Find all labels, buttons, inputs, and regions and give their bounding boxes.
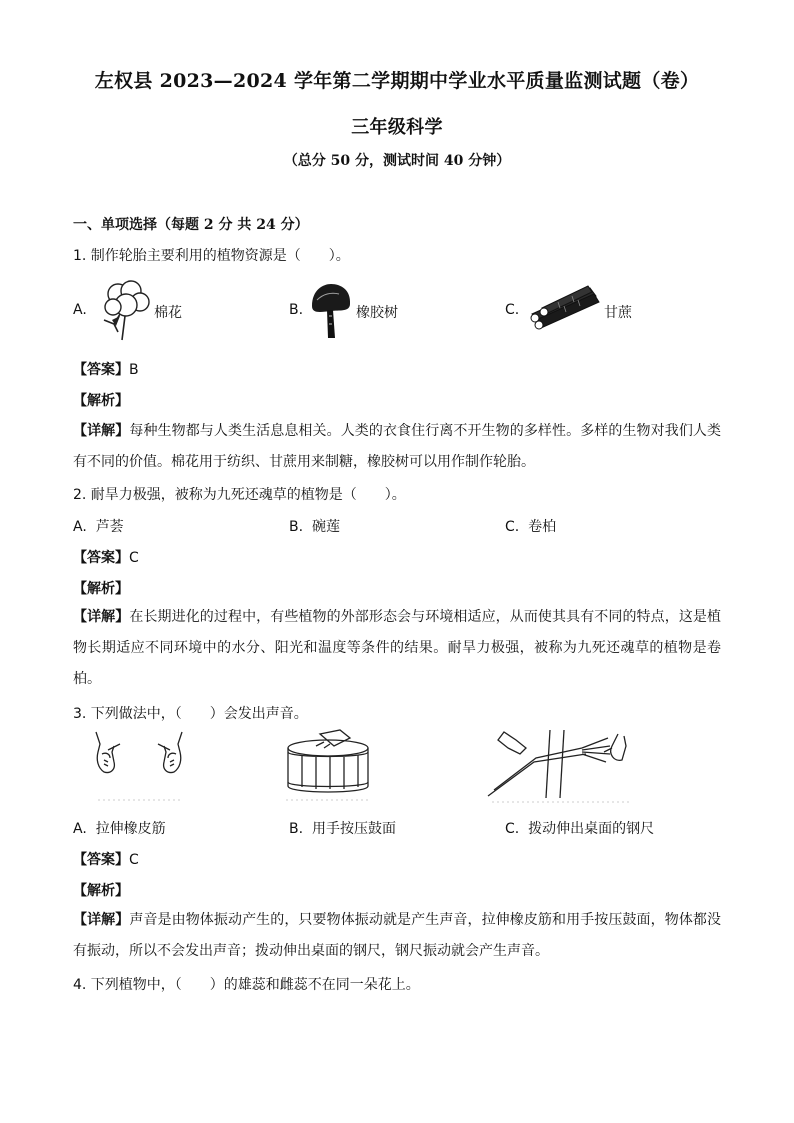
q1-option-b-letter: B.: [289, 302, 304, 318]
question-2-stem: 2. 耐旱力极强，被称为九死还魂草的植物是（ ）。: [73, 487, 406, 503]
q3-answer: [73, 849, 139, 869]
exam-info: （总分 50 分，测试时间 40 分钟）: [283, 153, 511, 169]
q1-option-a-letter: A.: [73, 302, 87, 318]
option-text: 拉伸橡皮筋: [95, 821, 166, 837]
q2-option-c: [505, 516, 556, 536]
exam-title: 左权县 2023—2024 学年第二学期期中学业水平质量监测试题（卷）: [94, 70, 700, 92]
drum-icon: [280, 728, 376, 804]
question-4-stem: 4. 下列植物中，（ ）的雄蕊和雌蕊不在同一朵花上。: [73, 977, 420, 993]
q3-detail: [73, 905, 721, 967]
detail-tag: 【详解】: [73, 423, 130, 439]
q1-option-c-text: 甘蔗: [604, 305, 632, 321]
cotton-icon: [100, 280, 152, 342]
option-text: 芦荟: [95, 519, 124, 535]
q1-option-b-text: 橡胶树: [356, 305, 398, 321]
q2-detail: [73, 602, 721, 695]
question-1-stem: 1. 制作轮胎主要利用的植物资源是（ ）。: [73, 248, 350, 264]
option-letter: B.: [289, 821, 304, 837]
answer-value: C: [129, 550, 139, 566]
option-text: 拨动伸出桌面的钢尺: [528, 821, 655, 837]
option-letter: A.: [73, 821, 87, 837]
q1-answer: [73, 359, 139, 379]
q1-option-a-text: 棉花: [154, 305, 182, 321]
steel-ruler-icon: [486, 728, 638, 806]
option-text: 碗莲: [311, 519, 340, 535]
option-letter: C.: [505, 519, 520, 535]
q2-option-b: [289, 516, 340, 536]
sugarcane-icon: [528, 284, 602, 330]
q2-option-a: [73, 516, 124, 536]
rubber-tree-icon: [309, 282, 353, 340]
detail-tag: 【详解】: [73, 609, 130, 625]
detail-tag: 【详解】: [73, 912, 130, 928]
detail-text: 在长期进化的过程中，有些植物的外部形态会与环境相适应，从而使其具有不同的特点，这是植物长期适应不同环境中的水分、阳光和温度等条件的结果。耐旱力极强，被称为九死还魂草的植物是卷柏。: [73, 609, 722, 687]
detail-text: 每种生物都与人类生活息息相关。人类的衣食住行离不开生物的多样性。多样的生物对我们人类有不同的价值。棉花用于纺织、甘蔗用来制糖，橡胶树可以用作制作轮胎。: [73, 423, 722, 470]
rubber-band-hands-icon: [90, 730, 188, 804]
answer-tag: 【答案】: [73, 852, 129, 868]
answer-tag: 【答案】: [73, 362, 129, 378]
q2-analysis-tag: 【解析】: [73, 581, 129, 597]
option-letter: A.: [73, 519, 87, 535]
q3-option-c: [505, 818, 654, 838]
answer-tag: 【答案】: [73, 550, 129, 566]
q3-analysis-tag: 【解析】: [73, 883, 129, 899]
q2-answer: [73, 547, 139, 567]
option-letter: C.: [505, 821, 520, 837]
option-text: 用手按压鼓面: [311, 821, 396, 837]
q3-option-b: [289, 818, 396, 838]
option-letter: B.: [289, 519, 304, 535]
option-text: 卷柏: [528, 519, 557, 535]
answer-value: B: [129, 362, 139, 378]
answer-value: C: [129, 852, 139, 868]
detail-text: 声音是由物体振动产生的，只要物体振动就是产生声音，拉伸橡皮筋和用手按压鼓面，物体都没有振动，所以不会发出声音；拨动伸出桌面的钢尺，钢尺振动就会产生声音。: [73, 912, 722, 959]
q3-option-a: [73, 818, 166, 838]
question-3-stem: 3. 下列做法中，（ ）会发出声音。: [73, 706, 308, 722]
q1-option-c-letter: C.: [505, 302, 520, 318]
grade-subject: 三年级科学: [351, 117, 443, 138]
section-heading: 一、单项选择（每题 2 分 共 24 分）: [73, 217, 309, 233]
q1-detail: [73, 416, 721, 478]
q1-analysis-tag: 【解析】: [73, 393, 129, 409]
